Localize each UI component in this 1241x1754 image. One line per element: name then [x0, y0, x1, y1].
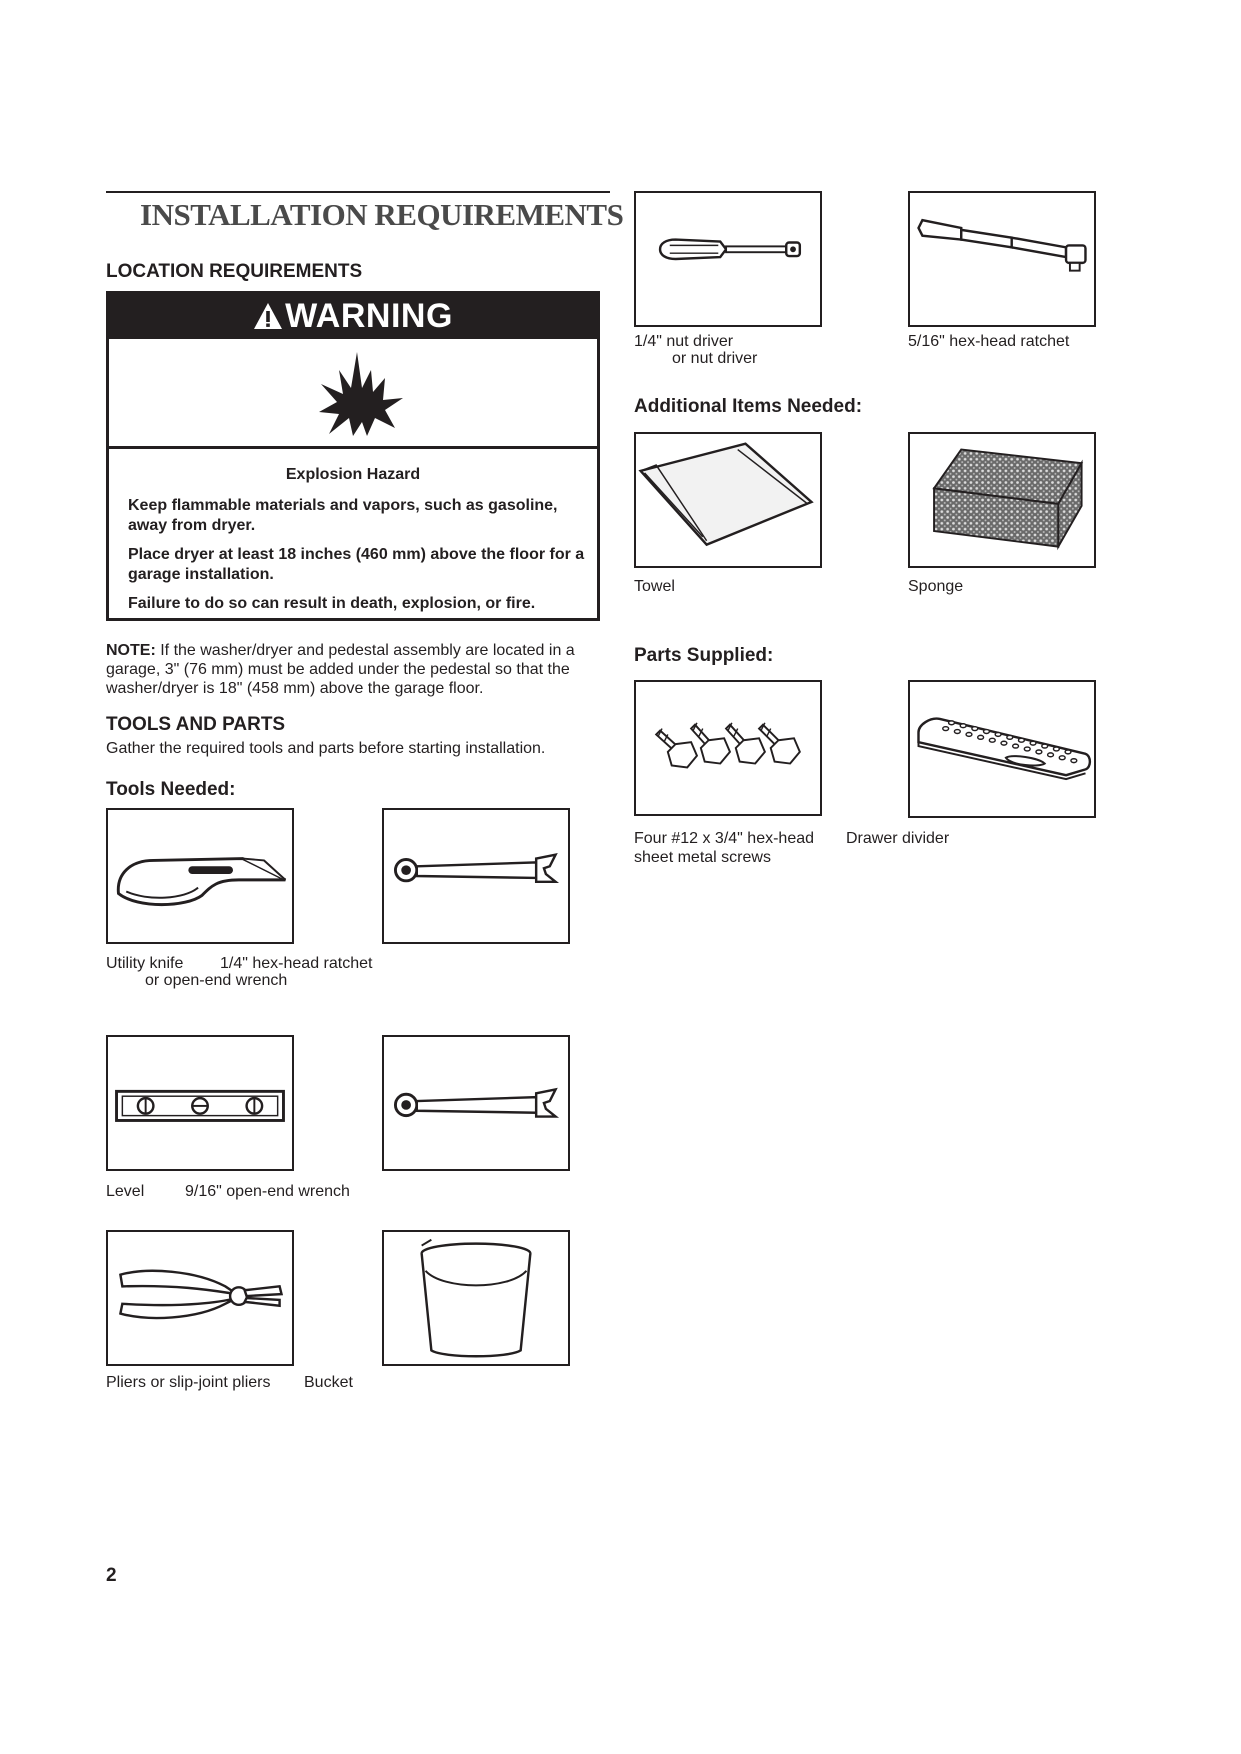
sponge-icon	[910, 434, 1094, 566]
warning-header	[109, 294, 597, 339]
tools-needed-heading: Tools Needed:	[106, 779, 236, 800]
level-image	[106, 1035, 294, 1171]
drawer-divider-icon	[910, 682, 1094, 816]
utility-knife-image	[106, 808, 294, 944]
additional-items-heading: Additional Items Needed:	[634, 396, 863, 417]
warning-divider	[109, 446, 597, 449]
wrench-icon	[384, 810, 568, 942]
nut-driver-caption: 1/4" nut driver	[634, 333, 734, 350]
warning-line-3: Failure to do so can result in death, explosion, or fire.	[128, 595, 536, 612]
tools-parts-heading: TOOLS AND PARTS	[106, 714, 286, 735]
screws-image	[634, 680, 822, 816]
note-text: If the washer/dryer and pedestal assembly are located in a garage, 3" (76 mm) must be added under the pedestal so that the washer/dryer is 18" (458 mm) above the garage floor.	[106, 642, 575, 697]
bucket-icon	[384, 1232, 568, 1364]
note-label: NOTE:	[106, 642, 156, 659]
page-number: 2	[106, 1565, 117, 1586]
ratchet-caption: 5/16" hex-head ratchet	[908, 333, 1070, 350]
hex-ratchet-image	[382, 808, 570, 944]
sponge-caption: Sponge	[908, 578, 964, 595]
note-paragraph	[106, 641, 606, 698]
open-end-wrench-caption: 9/16" open-end wrench	[185, 1183, 350, 1200]
tools-parts-intro: Gather the required tools and parts before starting installation.	[106, 740, 546, 757]
bucket-caption: Bucket	[304, 1374, 353, 1391]
ratchet-icon	[910, 193, 1094, 325]
pliers-caption: Pliers or slip-joint pliers	[106, 1374, 271, 1391]
title-rule	[106, 191, 610, 193]
level-caption: Level	[106, 1183, 145, 1200]
nut-driver-image	[634, 191, 822, 327]
warning-box	[106, 291, 600, 621]
drawer-divider-caption: Drawer divider	[846, 830, 950, 847]
towel-icon	[636, 434, 820, 566]
screws-caption: Four #12 x 3/4" hex-head	[634, 830, 815, 847]
nut-driver-caption-2: or nut driver	[672, 350, 758, 367]
hex-ratchet-caption-2: or open-end wrench	[145, 972, 288, 989]
wrench-icon	[384, 1037, 568, 1169]
nut-driver-icon	[636, 193, 820, 325]
open-end-wrench-image	[382, 1035, 570, 1171]
alert-triangle-icon	[253, 302, 283, 330]
towel-image	[634, 432, 822, 568]
ratchet-image	[908, 191, 1096, 327]
pliers-image	[106, 1230, 294, 1366]
hazard-title: Explosion Hazard	[285, 466, 421, 483]
screws-caption-2: sheet metal screws	[634, 849, 771, 866]
utility-knife-caption: Utility knife	[106, 955, 184, 972]
pliers-icon	[108, 1232, 292, 1364]
sponge-image	[908, 432, 1096, 568]
warning-label: WARNING	[285, 297, 453, 335]
level-icon	[108, 1037, 292, 1169]
page-title: INSTALLATION REQUIREMENTS	[140, 197, 624, 232]
explosion-icon	[315, 348, 405, 440]
warning-line-2: Place dryer at least 18 inches (460 mm) above the floor for a garage installation.	[128, 546, 585, 583]
bucket-image	[382, 1230, 570, 1366]
screws-icon	[636, 682, 820, 814]
drawer-divider-image	[908, 680, 1096, 818]
hex-ratchet-caption: 1/4" hex-head ratchet	[220, 955, 373, 972]
parts-supplied-heading: Parts Supplied:	[634, 645, 774, 666]
location-heading: LOCATION REQUIREMENTS	[106, 261, 363, 282]
warning-line-1: Keep flammable materials and vapors, such as gasoline, away from dryer.	[128, 497, 558, 534]
utility-knife-icon	[108, 810, 292, 942]
towel-caption: Towel	[634, 578, 675, 595]
